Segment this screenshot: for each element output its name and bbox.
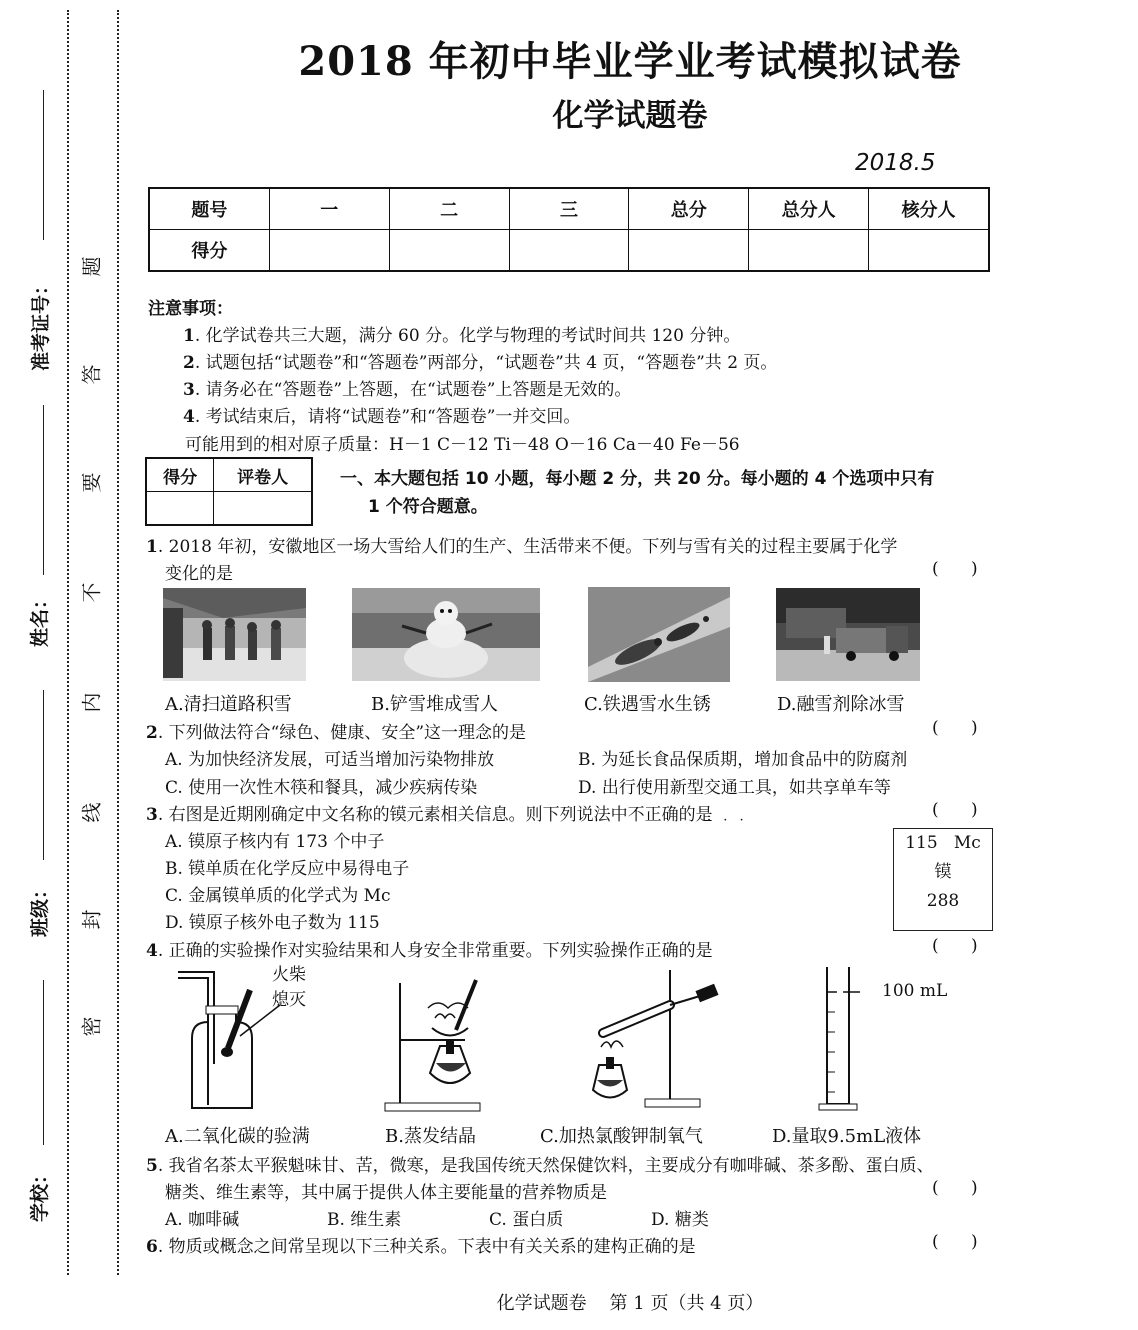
element-card bbox=[893, 828, 993, 931]
photo-rusting-iron bbox=[588, 587, 730, 682]
notice-text: . 化学试卷共三大题，满分 60 分。化学与物理的考试时间共 120 分钟。 bbox=[194, 326, 741, 346]
score-header-cell: 核分人 bbox=[869, 188, 989, 230]
page-subtitle: 化学试题卷 bbox=[552, 98, 708, 134]
question-5-stem-cont: 糖类、维生素等，其中属于提供人体主要能量的营养物质是 bbox=[165, 1183, 607, 1203]
q4-caption-b: B.蒸发结晶 bbox=[385, 1126, 476, 1147]
seal-char: 内 bbox=[79, 692, 104, 713]
question-text: . 右图是近期刚确定中文名称的镆元素相关信息。则下列说法中不正确的是 bbox=[157, 805, 713, 825]
notice-num: 4 bbox=[183, 407, 195, 427]
match-label: 熄灭 bbox=[272, 990, 306, 1010]
score-header-cell: 总分 bbox=[629, 188, 749, 230]
name-label: 姓名： bbox=[29, 589, 52, 648]
grader-name-label: 评卷人 bbox=[214, 458, 312, 492]
q1-caption-a: A.清扫道路积雪 bbox=[165, 694, 292, 715]
school-underline bbox=[43, 980, 44, 1145]
answer-paren[interactable]: ( ) bbox=[932, 1178, 978, 1198]
score-cell[interactable] bbox=[509, 230, 629, 272]
binding-dotted-line bbox=[117, 10, 119, 1275]
id-underline bbox=[43, 90, 44, 240]
score-header-cell: 二 bbox=[389, 188, 509, 230]
q5-option-c: C. 蛋白质 bbox=[489, 1210, 564, 1230]
answer-paren[interactable]: ( ) bbox=[932, 1232, 978, 1252]
q1-caption-c: C.铁遇雪水生锈 bbox=[584, 694, 711, 715]
score-cell[interactable] bbox=[749, 230, 869, 272]
score-row-label: 得分 bbox=[149, 230, 269, 272]
q3-option-d: D. 镆原子核外电子数为 115 bbox=[165, 913, 380, 933]
score-header-cell: 总分人 bbox=[749, 188, 869, 230]
q1-caption-d: D.融雪剂除冰雪 bbox=[777, 694, 905, 715]
section-heading-line: 一、本大题包括 10 小题，每小题 2 分，共 20 分。每小题的 4 个选项中只有 bbox=[340, 469, 935, 489]
question-number: 4 bbox=[146, 941, 158, 961]
grader-table bbox=[145, 457, 313, 526]
grader-name-cell[interactable] bbox=[214, 492, 312, 526]
seal-char: 封 bbox=[79, 909, 104, 930]
match-label: 火柴 bbox=[272, 965, 306, 985]
notice-text: . 试题包括“试题卷”和“答题卷”两部分，“试题卷”共 4 页，“答题卷”共 2 页。 bbox=[194, 353, 778, 373]
q4-caption-c: C.加热氯酸钾制氧气 bbox=[540, 1126, 703, 1147]
atomic-mass-line: 可能用到的相对原子质量：H－1 C－12 Ti－48 O－16 Ca－40 Fe－56 bbox=[185, 435, 740, 455]
notice-num: 1 bbox=[183, 326, 195, 346]
score-table bbox=[148, 187, 990, 272]
element-number-symbol: 115 Mc bbox=[905, 833, 981, 853]
heating-tube-diagram bbox=[585, 965, 735, 1115]
q1-caption-b: B.铲雪堆成雪人 bbox=[371, 694, 498, 715]
measuring-cylinder-diagram bbox=[815, 962, 875, 1114]
notice-num: 2 bbox=[183, 353, 195, 373]
question-text: . 物质或概念之间常呈现以下三种关系。下表中有关关系的建构正确的是 bbox=[157, 1237, 696, 1257]
question-1-stem-cont: 变化的是 bbox=[165, 564, 233, 584]
q3-option-b: B. 镆单质在化学反应中易得电子 bbox=[165, 859, 410, 879]
element-mass: 288 bbox=[926, 891, 960, 911]
binding-dotted-line bbox=[67, 10, 69, 1275]
cylinder-label: 100 mL bbox=[882, 981, 948, 1001]
question-3-stem bbox=[146, 800, 713, 825]
seal-char: 线 bbox=[79, 802, 104, 823]
exam-date: 2018.5 bbox=[855, 150, 936, 176]
grader-score-label: 得分 bbox=[146, 458, 214, 492]
school-label: 学校： bbox=[29, 1164, 52, 1223]
notice-item bbox=[183, 348, 777, 373]
section-heading-line: 1 个符合题意。 bbox=[368, 497, 488, 517]
question-number: 1 bbox=[146, 537, 158, 557]
emphasis-dots: · · · bbox=[707, 813, 748, 828]
seal-char: 密 bbox=[79, 1016, 104, 1037]
question-text: . 下列做法符合“绿色、健康、安全”这一理念的是 bbox=[157, 723, 527, 743]
name-underline bbox=[43, 405, 44, 575]
question-text: . 我省名茶太平猴魁味甘、苦，微寒，是我国传统天然保健饮料，主要成分有咖啡碱、茶多酚、蛋白质、 bbox=[157, 1156, 934, 1176]
score-header-cell: 一 bbox=[269, 188, 389, 230]
q3-option-a: A. 镆原子核内有 173 个中子 bbox=[165, 832, 385, 852]
q3-option-c: C. 金属镆单质的化学式为 Mc bbox=[165, 886, 391, 906]
question-number: 6 bbox=[146, 1237, 158, 1257]
q4-caption-a: A.二氧化碳的验满 bbox=[165, 1126, 310, 1147]
seal-char: 不 bbox=[79, 582, 104, 603]
question-2-stem bbox=[146, 718, 526, 743]
notice-item bbox=[183, 375, 631, 400]
notice-heading: 注意事项： bbox=[148, 299, 233, 319]
answer-paren[interactable]: ( ) bbox=[932, 718, 978, 738]
evaporation-diagram bbox=[380, 968, 500, 1113]
question-5-stem bbox=[146, 1151, 934, 1176]
question-1-stem bbox=[146, 532, 897, 557]
class-label: 班级： bbox=[29, 879, 52, 938]
photo-sweeping-snow bbox=[163, 588, 306, 681]
question-number: 2 bbox=[146, 723, 158, 743]
q2-option-b: B. 为延长食品保质期，增加食品中的防腐剂 bbox=[578, 750, 908, 770]
class-underline bbox=[43, 690, 44, 860]
question-text: . 2018 年初，安徽地区一场大雪给人们的生产、生活带来不便。下列与雪有关的过程主要属于化学 bbox=[157, 537, 898, 557]
section-heading bbox=[340, 465, 934, 521]
q5-option-b: B. 维生素 bbox=[327, 1210, 402, 1230]
question-number: 3 bbox=[146, 805, 158, 825]
photo-snowman bbox=[352, 588, 540, 681]
answer-paren[interactable]: ( ) bbox=[932, 800, 978, 820]
q4-caption-d: D.量取9.5mL液体 bbox=[772, 1126, 922, 1147]
question-number: 5 bbox=[146, 1156, 158, 1176]
question-4-stem bbox=[146, 936, 713, 961]
seal-char: 答 bbox=[79, 364, 104, 385]
q2-option-d: D. 出行使用新型交通工具，如共享单车等 bbox=[578, 778, 891, 798]
score-header-cell: 三 bbox=[509, 188, 629, 230]
question-6-stem bbox=[146, 1232, 696, 1257]
notice-text: . 请务必在“答题卷”上答题，在“试题卷”上答题是无效的。 bbox=[194, 380, 632, 400]
answer-paren[interactable]: ( ) bbox=[932, 936, 978, 956]
notice-num: 3 bbox=[183, 380, 195, 400]
score-cell[interactable] bbox=[389, 230, 509, 272]
seal-char: 题 bbox=[79, 256, 104, 277]
page-title: 2018 年初中毕业学业考试模拟试卷 bbox=[298, 38, 962, 85]
score-cell[interactable] bbox=[269, 230, 389, 272]
q2-option-a: A. 为加快经济发展，可适当增加污染物排放 bbox=[165, 750, 495, 770]
score-cell[interactable] bbox=[869, 230, 989, 272]
grader-score-cell[interactable] bbox=[146, 492, 214, 526]
notice-item bbox=[183, 402, 580, 427]
q5-option-a: A. 咖啡碱 bbox=[165, 1210, 240, 1230]
q5-option-d: D. 糖类 bbox=[651, 1210, 709, 1230]
seal-char: 要 bbox=[79, 472, 104, 493]
notice-item bbox=[183, 321, 740, 346]
page-footer: 化学试题卷 第 1 页（共 4 页） bbox=[496, 1293, 764, 1314]
notice-text: . 考试结束后，请将“试题卷”和“答题卷”一并交回。 bbox=[194, 407, 581, 427]
q2-option-c: C. 使用一次性木筷和餐具，减少疾病传染 bbox=[165, 778, 478, 798]
score-cell[interactable] bbox=[629, 230, 749, 272]
score-header-cell: 题号 bbox=[149, 188, 269, 230]
question-text: . 正确的实验操作对实验结果和人身安全非常重要。下列实验操作正确的是 bbox=[157, 941, 713, 961]
element-name: 镆 bbox=[934, 862, 952, 882]
answer-paren[interactable]: ( ) bbox=[932, 559, 978, 579]
exam-id-label: 准考证号： bbox=[30, 275, 53, 372]
photo-deicing-truck bbox=[776, 588, 920, 681]
